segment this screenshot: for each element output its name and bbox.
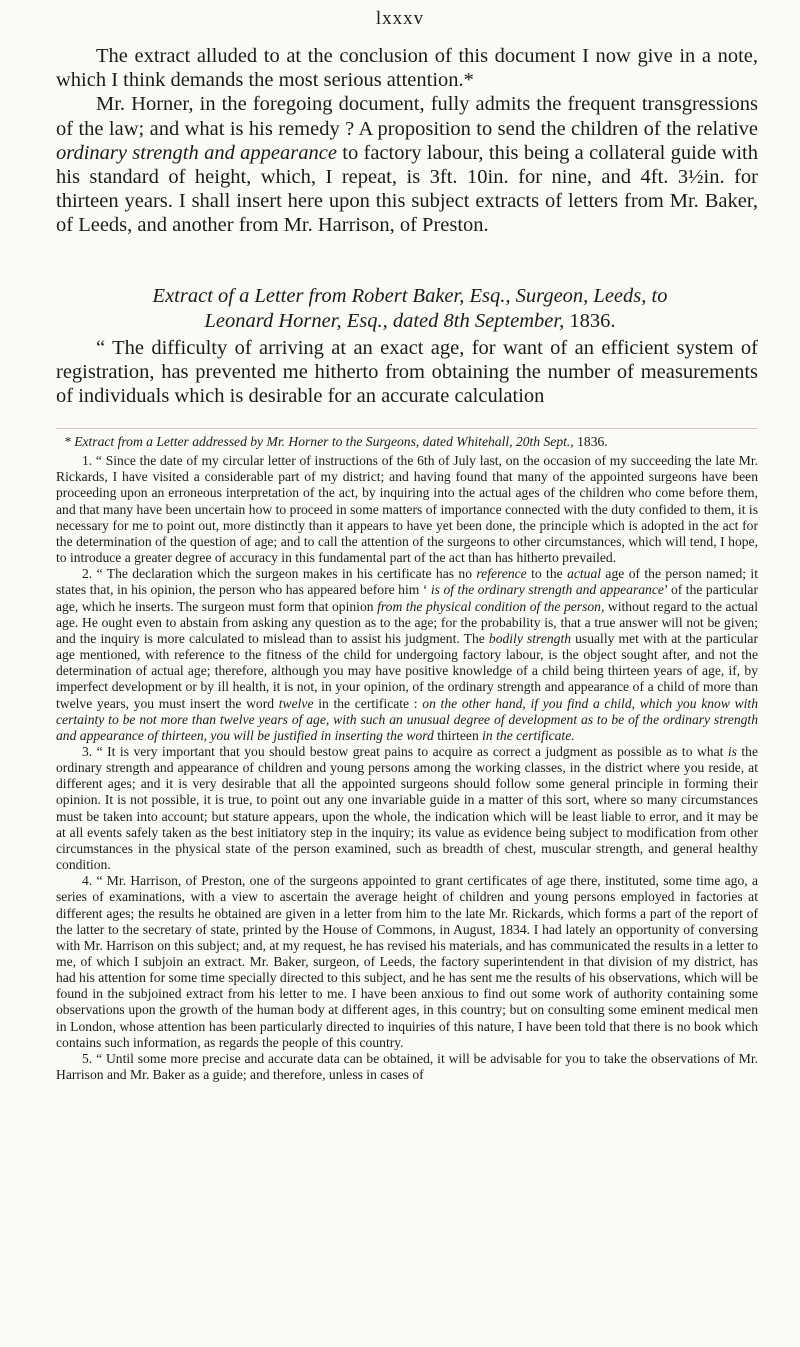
text-span: age of the person named; it states that, in his opinion, the person who has appeared before him ‘	[56, 566, 758, 598]
italic-span: from the physical condition of the person,	[377, 598, 605, 614]
text-span: to factory labour, this being a collateral guide with his standard of height, which, I repeat, is 3ft. 10in. for nine, and 4ft. 3½in. for thirteen years. I shall insert here upon this subject extracts of letters from Mr. Baker, of Leeds, and another from Mr. Harrison, of Preston.	[56, 141, 758, 237]
italic-span: bodily strength	[488, 630, 572, 646]
italic-span: in the certificate.	[482, 727, 575, 743]
paragraph-horner-remedy	[56, 92, 758, 237]
text-span: Mr. Horner, in the foregoing document, fully admits the frequent transgressions of the law; and what is his remedy ? A proposition to send the children of the relative	[56, 93, 758, 140]
footnote-paragraph-3	[56, 744, 758, 873]
letter-heading-line-1: Extract of a Letter from Robert Baker, Esq., Surgeon, Leeds, to	[152, 285, 668, 307]
text-span: without regard to the actual age. He ought even to abstain from asking any question as to the age; for the probability is, that a true answer will not be given; and the inquiry is more calculated to mislead than to assist his judgment. The	[56, 598, 758, 646]
italic-span: twelve	[278, 695, 314, 711]
text-span: 3. “ It is very important that you should bestow great pains to acquire as correct a judgment as possible as to what	[82, 743, 728, 759]
heading-year: 1836.	[564, 309, 616, 332]
italic-span: is of the ordinary strength and appearance	[430, 582, 664, 598]
italic-span: Leonard Horner, Esq., dated 8th September,	[204, 309, 565, 332]
text-span: the ordinary strength and appearance of children and young persons among the working classes, in the district where you reside, at different ages; and it is very desirable that all the appointed surgeons should follow some general principle in forming their opinion. It is not possible, it is true, to point out any one invariable guide in a matter of this sort, where so many circumstances must be taken into account; but stature appears, upon the whole, the indication which will be least liable to error, and it may be at all events safely taken as the best initiatory step in the inquiry; its value as evidence being subject to modification from other circumstances in the physical state of the person examined, such as breadth of chest, muscular strength, and general healthy condition.	[56, 743, 758, 873]
paragraph-extract-note: The extract alluded to at the conclusion of this document I now give in a note, which I think demands the most serious attention.*	[56, 45, 758, 92]
footnote-paragraph-1: 1. “ Since the date of my circular letter of instructions of the 6th of July last, on the occasion of my succeeding the late Mr. Rickards, I have visited a considerable part of my district; and having found that many of the appointed surgeons have been proceeding upon an erroneous interpretation of the act, by inquiring into the actual ages of the children who come before them, and that many have been uncertain how to proceed in some matters of importance connected with the duty confided to them, it is necessary for me to point out, more distinctly than it appears to have yet been done, the principle which is adopted in the act for the determination of the question of age; and to call the attention of the surgeons to other circumstances, which will tend, I hope, to introduce a greater degree of accuracy in this fundamental part of the act than has hitherto prevailed.	[56, 453, 758, 566]
main-text	[56, 44, 758, 238]
text-span: thirteen	[433, 727, 483, 743]
footnote-divider	[56, 428, 758, 429]
footnote-title	[56, 434, 758, 450]
footnote-paragraph-2	[56, 566, 758, 744]
text-span: usually met with at the particular age mentioned, with reference to the fitness of the child for undergoing factory labour, is the object sought after, and not the determination of actual age; therefore, although you may have positive knowledge of a child being thirteen years of age, if, by imperfect development or by ill health, it is not, in your opinion, of the ordinary strength and appearance of a child of more than twelve years, you must insert the word	[56, 630, 758, 711]
letter-heading-line-2	[70, 309, 750, 334]
text-span: in the certificate :	[313, 695, 423, 711]
italic-span: actual	[567, 566, 602, 582]
footnote	[56, 434, 758, 1083]
footnote-title-year: 1836.	[573, 434, 608, 449]
page-number: lxxxv	[375, 8, 425, 29]
footnote-paragraph-5: 5. “ Until some more precise and accurate data can be obtained, it will be advisable for you to take the observations of Mr. Harrison and Mr. Baker as a guide; and therefore, unless in cases of	[56, 1050, 758, 1083]
text-span: ’ of the particular age, which he inserts. The surgeon must form that opinion	[56, 582, 758, 614]
italic-span: is	[727, 743, 737, 759]
paragraph-letter-opening: “ The difficulty of arriving at an exact age, for want of an efficient system of registration, has prevented me hitherto from obtaining the number of measurements of individuals which is desirable for an accurate calculation	[56, 337, 758, 408]
letter-heading	[70, 284, 750, 333]
footnote-paragraph-4: 4. “ Mr. Harrison, of Preston, one of the surgeons appointed to grant certificates of age there, instituted, some time ago, a series of examinations, with a view to ascertain the average height of children and young persons employed in factories at different ages; the results he obtained are given in a letter from him to the late Mr. Rickards, which forms a part of the report of the latter to the secretary of state, printed by the House of Commons, in August, 1834. I had lately an opportunity of conversing with Mr. Harrison on this subject; and, at my request, he has revised his materials, and has communicated the results in a letter to me, of which I subjoin an extract. Mr. Baker, surgeon, of Leeds, the factory superintendent in that division of my district, has had his attention for some time specially directed to this subject, and he has sent me the results of his observations, which will be found in the subjoined extract from his letter to me. I have been anxious to find out some work of authority containing some observations upon the growth of the human body at different ages, in this country; but on consulting some eminent medical men in London, whose attention has been particularly directed to inquiries of this nature, I have been told that there is no book which contains such information, as regards the people of this country.	[56, 873, 758, 1050]
italic-span: ordinary strength and appearance	[56, 141, 337, 164]
italic-span: on the other hand, if you find a child, which you know with certainty to be not more than twelve years of age, with such an unusual degree of development as to be of the ordinary strength and appearance of thirteen, you will be justified in inserting the word	[56, 695, 758, 743]
text-span: 2. “ The declaration which the surgeon makes in his certificate has no	[82, 566, 477, 582]
letter-text	[56, 336, 758, 409]
italic-span: * Extract from a Letter addressed by Mr. Horner to the Surgeons, dated Whitehall, 20th Sept.,	[64, 434, 574, 449]
text-span: to the	[526, 566, 568, 582]
italic-span: reference	[476, 566, 527, 582]
